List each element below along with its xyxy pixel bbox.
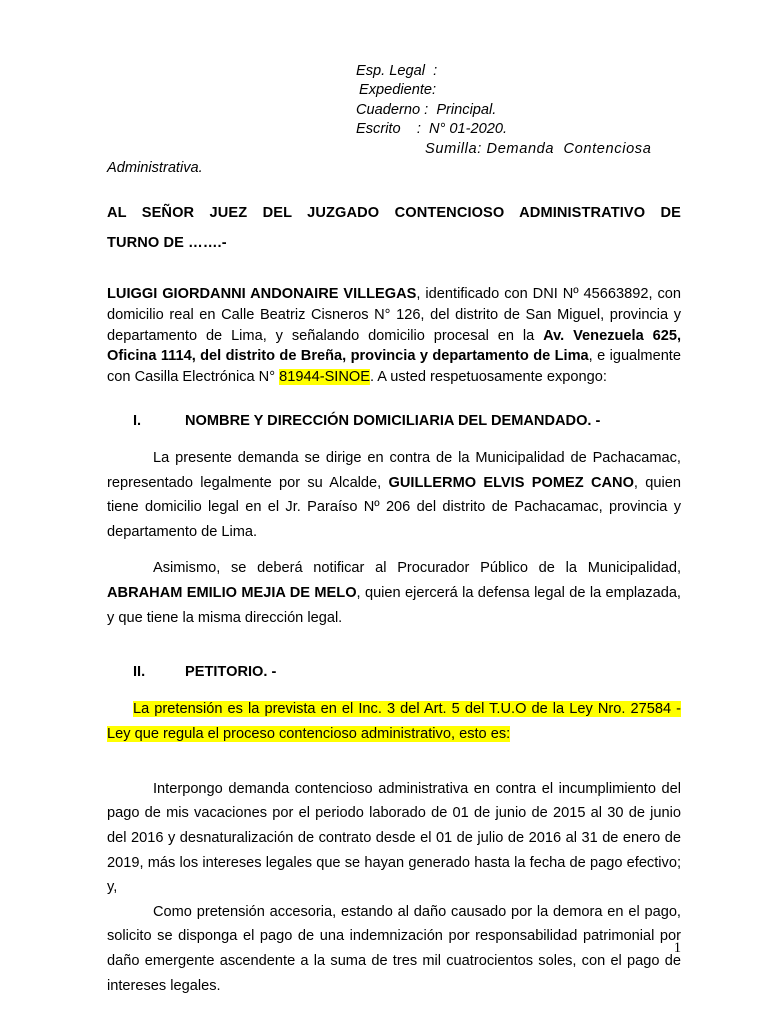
caption-cuaderno: Cuaderno : Principal. <box>356 101 497 118</box>
caption-sumilla <box>107 140 681 179</box>
document-content <box>107 0 681 998</box>
s2p2-text: Como pretensión accesoria, estando al daño causado por la demora en el pago, solicito se disponga el pago de una indemnización por responsabilidad patrimonial por daño emergente ascendente a la suma de tres mil cuatrocientos soles, con el pago de intereses legales. <box>107 903 681 994</box>
public-attorney-name: ABRAHAM EMILIO MEJIA DE MELO <box>107 584 357 601</box>
plaintiff-name: LUIGGI GIORDANNI ANDONAIRE VILLEGAS <box>107 286 417 303</box>
s2p1-text: Interpongo demanda contencioso administrativa en contra el incumplimiento del pago de mis vacaciones por el periodo laborado de 01 de junio de 2015 al 30 de junio del 2016 y desnaturalización de contrato desde el 01 de julio de 2016 al 31 de enero de 2019, más los intereses legales que se hayan generado hasta la fecha de pago efectivo; y, <box>107 780 681 896</box>
caption-esp-legal: Esp. Legal : <box>356 63 438 79</box>
s1p1-text-2: , quien tiene domicilio legal en el Jr. Paraíso Nº 206 del distrito de Pachacamac, provincia y departamento de Lima. <box>107 474 681 540</box>
introduction-text-1: , identificado con DNI Nº 45663892, con domicilio real en Calle Beatriz Cisneros N° 126, del distrito de San Miguel, provincia y departamento de Lima, y señalando domicilio procesal en la <box>107 286 682 344</box>
introduction-text-2: , e igualmente con Casilla Electrónica N° <box>107 348 681 385</box>
section-title-1: NOMBRE Y DIRECCIÓN DOMICILIARIA DEL DEMANDADO. - <box>185 413 601 430</box>
addressee-line-1: AL SEÑOR JUEZ DEL JUZGADO CONTENCIOSO ADMINISTRATIVO DE <box>107 205 681 222</box>
procedural-address: Av. Venezuela 625, Oficina 1114, del distrito de Breña, provincia y departamento de Lima <box>107 327 681 365</box>
petitorio-highlighted-claim <box>107 697 681 747</box>
section-1-paragraph-2 <box>107 556 681 630</box>
section-numeral-1: I. <box>133 413 142 430</box>
section-heading-1 <box>107 409 681 434</box>
addressee-heading <box>107 198 681 258</box>
introduction-text-3: . A usted respetuosamente expongo: <box>369 368 607 385</box>
section-1-paragraph-1 <box>107 446 681 544</box>
caption-sumilla-line2: Administrativa. <box>107 160 203 177</box>
s1p1-text-1: La presente demanda se dirige en contra de la Municipalidad de Pachacamac, representado legalmente por su Alcalde, <box>107 450 681 491</box>
mayor-name: GUILLERMO ELVIS POMEZ CANO <box>388 474 634 491</box>
caption-escrito: Escrito : N° 01-2020. <box>356 121 508 138</box>
s1p2-text-2: , quien ejercerá la defensa legal de la emplazada, y que tiene la misma dirección legal. <box>107 584 681 626</box>
introduction-paragraph <box>107 284 681 387</box>
section-numeral-2: II. <box>133 664 146 681</box>
petitorio-claim-text: La pretensión es la prevista en el Inc. 3 del Art. 5 del T.U.O de la Ley Nro. 27584 - Ley que regula el proceso contencioso administrativo, esto es: <box>107 700 681 742</box>
caption-sumilla-line1: Sumilla: Demanda Contenciosa <box>425 140 652 157</box>
s1p2-text-1: Asimismo, se deberá notificar al Procurador Público de la Municipalidad, <box>153 560 681 577</box>
addressee-line-2: TURNO DE …….- <box>107 235 227 252</box>
section-2-paragraph-1 <box>107 777 681 900</box>
caption-expediente: Expediente: <box>359 82 437 99</box>
section-heading-2 <box>107 660 681 685</box>
electronic-mailbox: 81944-SINOE <box>279 368 370 385</box>
caption-block <box>107 0 681 178</box>
section-title-2: PETITORIO. - <box>185 664 277 681</box>
page-number: 1 <box>673 940 681 956</box>
